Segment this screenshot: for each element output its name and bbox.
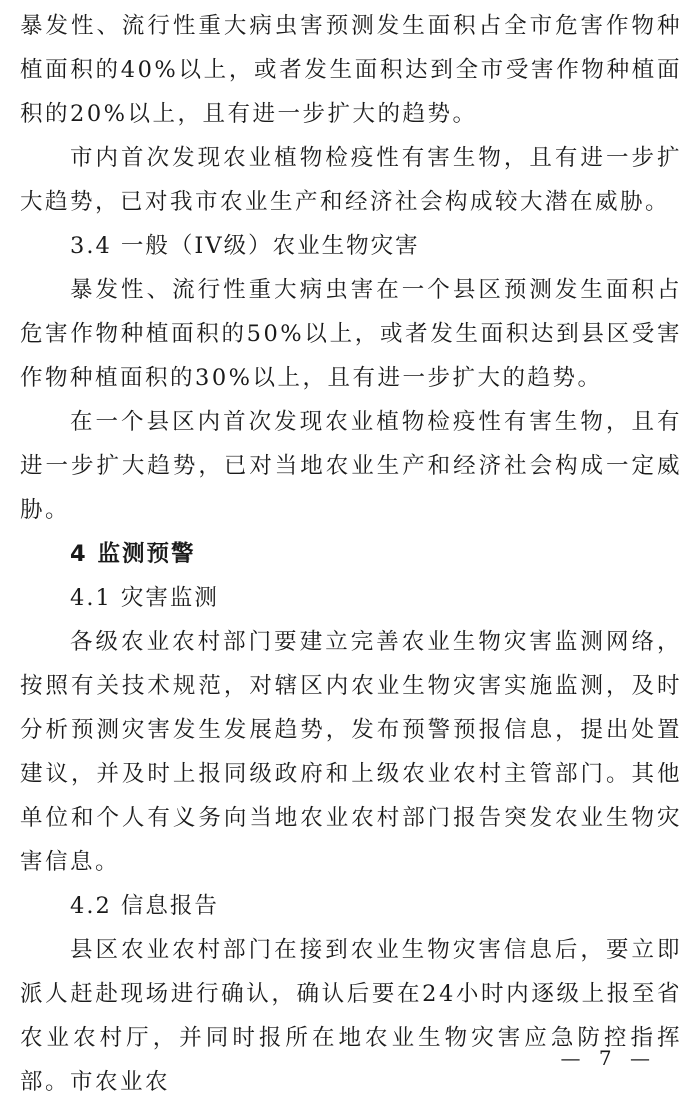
- paragraph-quarantine-pest-city: 市内首次发现农业植物检疫性有害生物，且有进一步扩大趋势，已对我市农业生产和经济社会构成较大潜在威胁。: [20, 145, 682, 215]
- paragraph-quarantine-pest-county: 在一个县区内首次发现农业植物检疫性有害生物，且有进一步扩大趋势，已对当地农业生产和经济社会构成一定威胁。: [20, 409, 682, 523]
- section-heading-4-2: 4.2 信息报告: [70, 893, 219, 919]
- paragraph-major-outbreak-criteria: 暴发性、流行性重大病虫害预测发生面积占全市危害作物种植面积的40%以上，或者发生面积达到全市受害作物种植面积的20%以上，且有进一步扩大的趋势。: [20, 13, 682, 127]
- paragraph-disaster-monitoring: 各级农业农村部门要建立完善农业生物灾害监测网络，按照有关技术规范，对辖区内农业生物灾害实施监测，及时分析预测灾害发生发展趋势，发布预警预报信息，提出处置建议，并及时上报同级政府和上级农业农村主管部门。其他单位和个人有义务向当地农业农村部门报告突发农业生物灾害信息。: [20, 629, 682, 875]
- document-body: [20, 4, 682, 1104]
- page-number: — 7 —: [560, 1046, 656, 1070]
- section-heading-4-1: 4.1 灾害监测: [70, 585, 219, 611]
- section-heading-3-4: 3.4 一般（IV级）农业生物灾害: [70, 233, 420, 259]
- paragraph-county-outbreak-criteria: 暴发性、流行性重大病虫害在一个县区预测发生面积占危害作物种植面积的50%以上，或者发生面积达到县区受害作物种植面积的30%以上，且有进一步扩大的趋势。: [20, 277, 682, 391]
- paragraph-information-reporting: 县区农业农村部门在接到农业生物灾害信息后，要立即派人赶赴现场进行确认，确认后要在24小时内逐级上报至省农业农村厅，并同时报所在地农业生物灾害应急防控指挥部。市农业农: [20, 937, 682, 1095]
- section-heading-4: 4 监测预警: [70, 541, 196, 567]
